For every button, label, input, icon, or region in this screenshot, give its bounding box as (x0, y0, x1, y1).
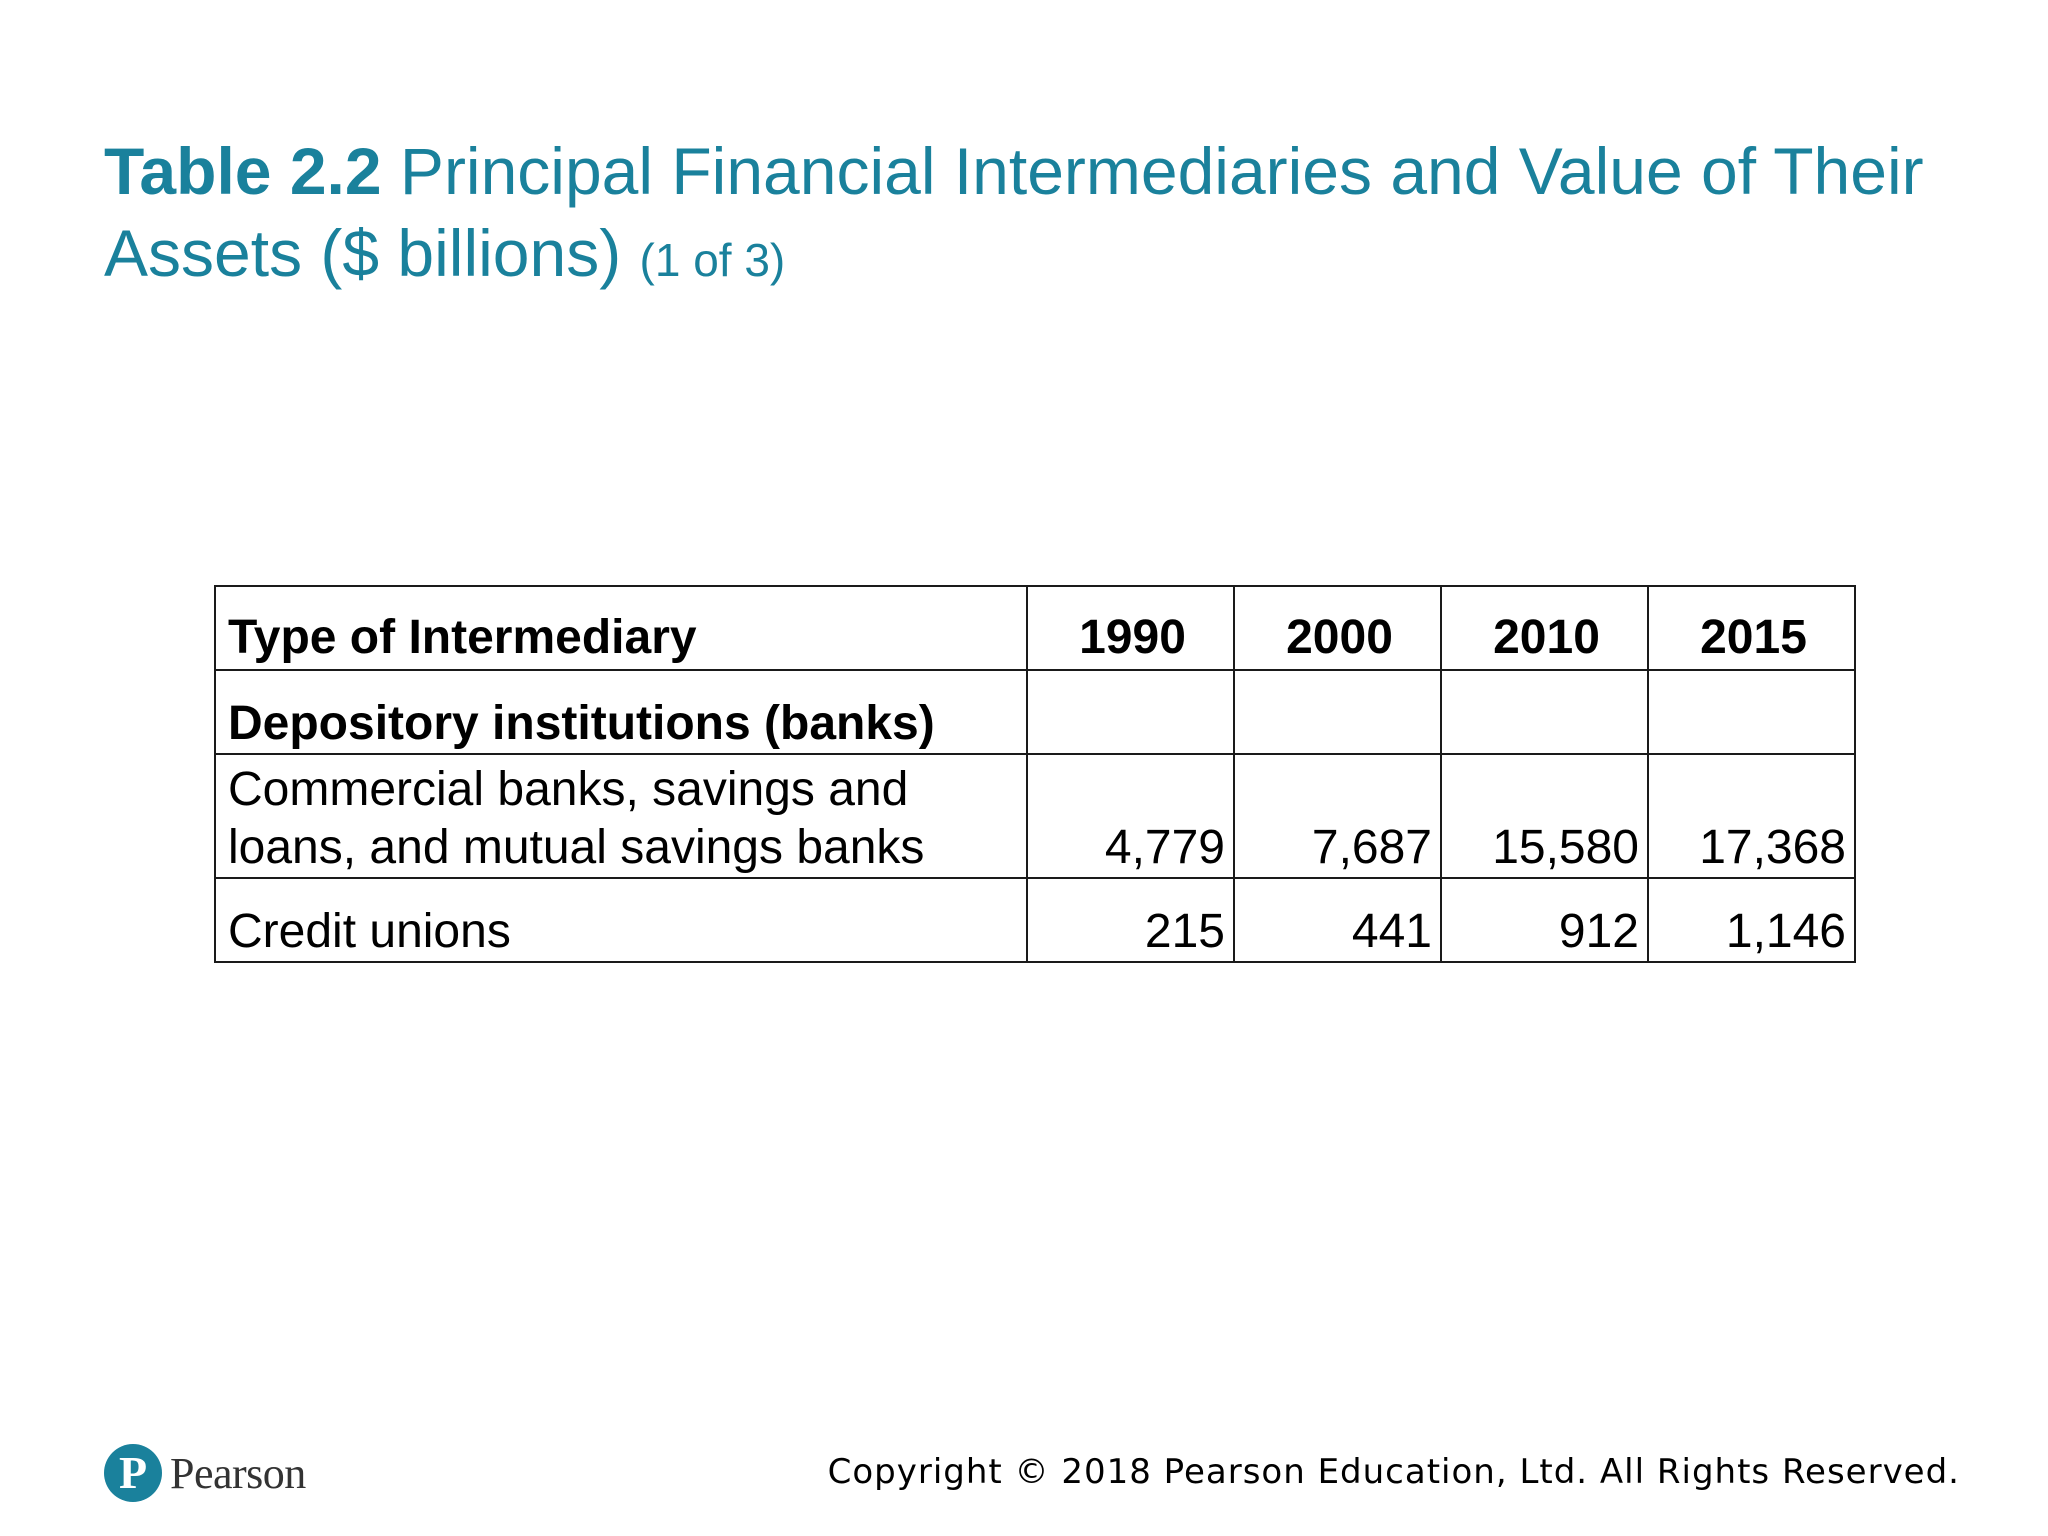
empty-cell (1027, 670, 1234, 754)
empty-cell (1648, 670, 1855, 754)
header-2010: 2010 (1441, 586, 1648, 670)
title-text: Principal Financial Intermediaries and Value of Their Assets ($ billions) (104, 134, 1924, 290)
pearson-logo (104, 1444, 306, 1502)
value-2015: 1,146 (1648, 878, 1855, 962)
table-row (215, 878, 1855, 962)
header-1990: 1990 (1027, 586, 1234, 670)
value-2010: 912 (1441, 878, 1648, 962)
header-type: Type of Intermediary (215, 586, 1027, 670)
copyright-notice: Copyright © 2018 Pearson Education, Ltd. All Rights Reserved. (827, 1452, 1960, 1492)
empty-cell (1234, 670, 1441, 754)
page-title (104, 130, 1944, 301)
pearson-wordmark: Pearson (170, 1448, 306, 1498)
row-label: Credit unions (215, 878, 1027, 962)
pearson-p-icon: P (104, 1444, 162, 1502)
header-2015: 2015 (1648, 586, 1855, 670)
value-1990: 215 (1027, 878, 1234, 962)
table-row (215, 754, 1855, 878)
header-2000: 2000 (1234, 586, 1441, 670)
table-header-row (215, 586, 1855, 670)
value-2015: 17,368 (1648, 754, 1855, 878)
intermediaries-table (214, 585, 1856, 963)
value-2000: 441 (1234, 878, 1441, 962)
title-part-indicator: (1 of 3) (639, 234, 786, 286)
section-label: Depository institutions (banks) (215, 670, 1027, 754)
section-row (215, 670, 1855, 754)
empty-cell (1441, 670, 1648, 754)
value-2000: 7,687 (1234, 754, 1441, 878)
row-label: Commercial banks, savings and loans, and mutual savings banks (215, 754, 1027, 878)
value-2010: 15,580 (1441, 754, 1648, 878)
value-1990: 4,779 (1027, 754, 1234, 878)
title-label: Table 2.2 (104, 134, 382, 208)
